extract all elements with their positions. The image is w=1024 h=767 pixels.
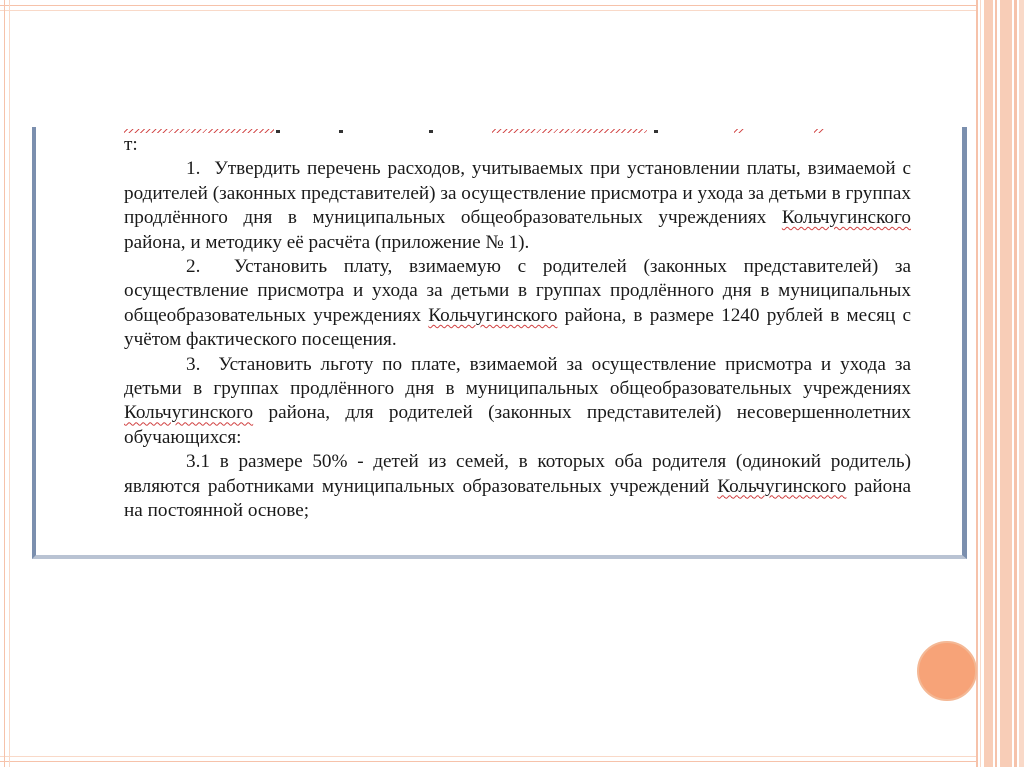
paragraph-3-1-text: в размере 50% - детей из семей, в которых оба родителя (одинокий родитель) являются работниками муниципальных образовательных учреждений bbox=[124, 451, 912, 497]
document-text bbox=[124, 127, 911, 524]
cut-fragment: т: bbox=[124, 134, 138, 155]
paragraph-3-1-number: 3.1 bbox=[186, 451, 210, 473]
paragraph-2-text-end: района, в размере 1240 рублей в месяц с учётом фактического посещения. bbox=[124, 304, 912, 351]
paragraph-1-text: Утвердить перечень расходов, учитываемых при установлении платы, взимаемой с родителей (законных представителей) за осуществление присмотра и ухода за детьми в группах продлённого дня в муниципальных общеобразовательных учреждениях bbox=[124, 158, 911, 229]
frame-line-left-inner bbox=[9, 0, 10, 767]
frame-band-right-1 bbox=[976, 0, 978, 767]
paragraph-2-district: Кольчугинского bbox=[428, 304, 558, 326]
frame-line-bottom bbox=[0, 761, 976, 762]
paragraph-2-text: Установить плату, взимаемую с родителей (законных представителей) за осуществление присмотра и ухода за детьми в группах продлённого дня в муниципальных общеобразовательных учреждениях bbox=[124, 256, 912, 326]
paragraph-1-district: Кольчугинского bbox=[781, 207, 911, 229]
paragraph-1-text-end: района, и методику её расчёта (приложение № 1). bbox=[124, 231, 530, 253]
paragraph-1-number: 1. bbox=[186, 158, 201, 180]
decorative-circle bbox=[917, 641, 977, 701]
paragraph-3-text: Установить льготу по плате, взимаемой за осуществление присмотра и ухода за детьми в группах продлённого дня в муниципальных общеобразовательных учреждениях bbox=[124, 353, 911, 400]
paragraph-3-1-district: Кольчугинского bbox=[717, 475, 847, 497]
frame-band-right-4 bbox=[995, 0, 997, 767]
frame-band-right-3 bbox=[984, 0, 993, 767]
frame-band-right-5 bbox=[1000, 0, 1012, 767]
cut-top-line bbox=[124, 127, 911, 135]
paragraph-3-1-text-end: района на постоянной основе; bbox=[124, 475, 911, 522]
paragraph-1 bbox=[124, 157, 911, 255]
frame-band-right-7 bbox=[1019, 0, 1024, 767]
paragraph-3-number: 3. bbox=[186, 353, 201, 375]
frame-line-top-inner bbox=[0, 10, 976, 11]
document-image bbox=[32, 127, 967, 559]
paragraph-3-1 bbox=[124, 450, 911, 523]
frame-line-bottom-inner bbox=[0, 756, 976, 757]
frame-line-left bbox=[4, 0, 5, 767]
paragraph-3 bbox=[124, 353, 911, 451]
paragraph-3-text-end: района, для родителей (законных представителей) несовершеннолетних обучающихся: bbox=[124, 402, 911, 448]
frame-band-right-2 bbox=[980, 0, 981, 767]
frame-line-top bbox=[0, 5, 976, 6]
frame-band-right-6 bbox=[1014, 0, 1017, 767]
paragraph-2-number: 2. bbox=[186, 256, 201, 278]
paragraph-3-district: Кольчугинского bbox=[124, 402, 254, 424]
paragraph-2 bbox=[124, 255, 911, 353]
